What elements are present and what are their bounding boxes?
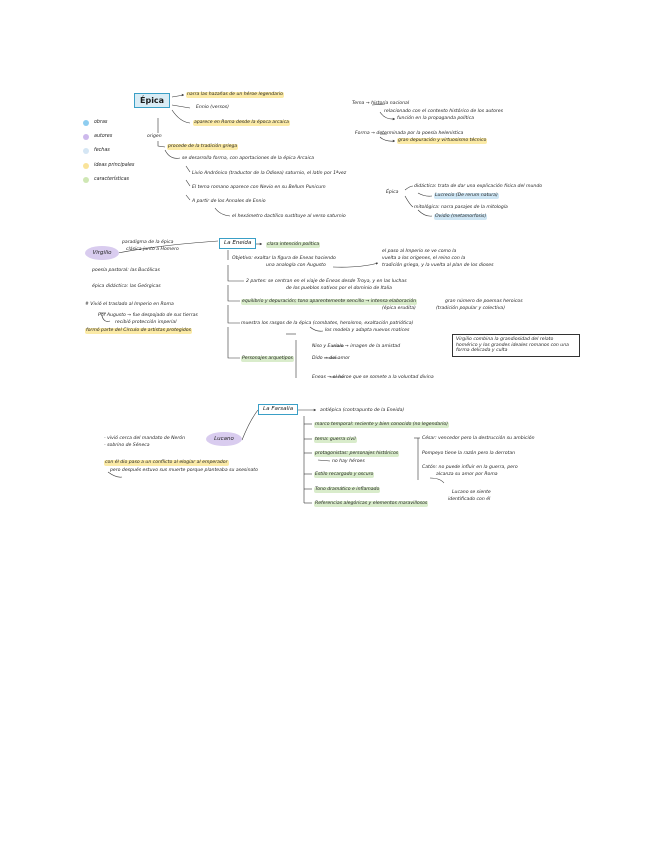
legend-label-caracteristicas: características (94, 177, 130, 182)
virgilio-didactica: épica didáctica: las Geórgicas (92, 284, 161, 289)
virgilio-augusto: Por Augusto → fue despojado de sus tierras (98, 313, 198, 318)
farsalia-tono: Tono dramático e inflamado (315, 487, 380, 492)
epica-note-6: Livio Andrónico (traductor de la Odisea) saturnio, el latín por 1ªvez (192, 171, 347, 176)
virgilio-augusto-2: recibió protección imperial (115, 320, 177, 325)
epica-note-3: aparece en Roma desde la época arcaica (194, 120, 289, 125)
tema-funcion: función en la propaganda política (397, 116, 475, 121)
epica-note-2: Ennio (versos) (196, 105, 229, 110)
legend-dot-fechas (83, 148, 89, 154)
eneida-equilibrio-r: gran número de poemas heroicos (445, 299, 523, 304)
epica-note-1: narra las hazañas de un héroe legendario (187, 92, 283, 97)
eneida-equilibrio-r2: (épica erudita) (382, 306, 416, 311)
eneida-imperio-2: vuelta a los orígenes, el reino con la (382, 256, 466, 261)
legend-label-obras: obras (94, 120, 108, 125)
legend-dot-autores (83, 134, 89, 140)
farsalia-title: La Farsalia (258, 404, 298, 415)
farsalia-estilo: Estilo recargado y oscuro (315, 472, 374, 477)
legend-dot-caracteristicas (83, 177, 89, 183)
eneida-dido: Dido → del amor (312, 356, 350, 361)
farsalia-pompeyo: Pompeyo tiene la razón pero la derrotan (422, 451, 516, 456)
eneida-eneas: Eneas → el héroe que se somete a la voluntad divina (312, 375, 434, 380)
farsalia-conflicto: con él dio paso a un conflicto al elogiar al emperador (105, 460, 228, 465)
author-virgilio: Virgilio (85, 246, 119, 260)
virgilio-pastoral: poesía pastoral: las Bucólicas (92, 268, 160, 273)
legend-dot-obras (83, 120, 89, 126)
eneida-objetivo-2: una analogía con Augusto (266, 263, 326, 268)
tema-label: Tema → historia nacional (352, 101, 410, 106)
epica-origen-label: origen (147, 134, 162, 139)
farsalia-lucano-id-2: identificado con él (448, 497, 491, 502)
epica-mitologica: mitológica: narra pasajes de la mitología (414, 205, 508, 210)
eneida-rasgos-2: los modela y adapta nuevos matices (325, 328, 410, 333)
epica-note-5: se desarrolla forma, con aportaciones de la épica Arcaica (182, 156, 315, 161)
epica-note-7: El tema romano aparece con Nevio en su Bellum Punicum (192, 185, 326, 190)
farsalia-heroes: no hay héroes (332, 459, 365, 464)
eneida-equilibrio-r3: (tradición popular y colectiva) (436, 306, 506, 311)
eneida-rasgos: muestra los rasgos de la épica (combates, heroísmo, exaltación patriótica) (241, 321, 414, 326)
forma-label: Forma → determinada por la poesía helenística (355, 131, 464, 136)
farsalia-sobrino-2: - sobrino de Séneca (104, 443, 150, 448)
virgilio-desc-2: clásica junto a Homero (126, 247, 179, 252)
author-lucano: Lucano (206, 432, 242, 446)
epica-title: Épica (134, 93, 170, 108)
eneida-personajes: Personajes arquetipos (242, 356, 293, 361)
eneida-equilibrio: equilibrio y depuración; tono aparentemente sencillo → intensa elaboración (242, 299, 417, 304)
eneida-niso: Niso y Euríalo → imagen de la amistad (312, 344, 401, 349)
eneida-intencion: clara intención política (267, 242, 320, 247)
eneida-partes-2: de los pueblos nativos por el dominio de Italia (286, 286, 392, 291)
eneida-imperio-3: tradición griega, y la vuelta al plan de los dioses (382, 263, 494, 268)
legend-dot-ideas (83, 163, 89, 169)
farsalia-antiepica: antiépica (contrapunto de la Eneida) (320, 408, 405, 413)
legend-label-autores: autores (94, 134, 113, 139)
epica-lucrecio: Lucrecio (De rerum natura) (435, 193, 498, 198)
eneida-note-text: Virgilio combina la grandiosidad del relato homérico y los grandes ideales romanos con una forma delicada y culta (456, 337, 569, 354)
farsalia-referencias: Referencias alegóricas y elementos maravillosos (315, 501, 428, 506)
legend-label-fechas: fechas (94, 148, 110, 153)
epica-right-label: Épica (386, 190, 399, 195)
epica-note-8: A partir de los Annales de Ennio (192, 199, 266, 204)
farsalia-marco: marco temporal: reciente y bien conocido (no legendario) (315, 422, 448, 427)
tema-detail: relacionado con el contexto histórico de los autores (384, 109, 504, 114)
virgilio-desc-1: paradigma de la épica (122, 240, 174, 245)
forma-detail: gran depuración y virtuosismo técnico (398, 138, 487, 143)
virgilio-mecenas: formó parte del Círculo de artistas protegidos (86, 328, 192, 333)
virgilio-vivio: # Vivió el traslado al Imperio en Roma (85, 302, 174, 307)
epica-note-9: el hexámetro dactílico sustituye al verso saturnio (232, 214, 346, 219)
farsalia-caton-2: alcanza su amor por Roma (436, 472, 498, 477)
farsalia-lucano-id: Lucano se siente (452, 490, 491, 495)
epica-ovidio: Ovidio (metamorfosis) (435, 214, 487, 219)
eneida-title: La Eneida (219, 238, 256, 249)
eneida-objetivo: Objetivo: exaltar la figura de Eneas haciendo (232, 256, 336, 261)
farsalia-caton: Catón: no puede influir en la guerra, pero (422, 465, 518, 470)
farsalia-tema: tema: guerra civil (315, 437, 356, 442)
epica-didactica: didáctica: trata de dar una explicación física del mundo (414, 184, 543, 189)
eneida-partes: 2 partes: se centran en el viaje de Eneas desde Troya, y en las luchas (246, 279, 407, 284)
farsalia-cesar: César: vencedor pero la destrucción su ambición (422, 436, 535, 441)
legend-label-ideas: ideas principales (94, 163, 135, 168)
eneida-imperio: el paso al Imperio se ve como la (382, 249, 457, 254)
farsalia-sobrino: - vivió cerca del mandato de Nerón (104, 436, 185, 441)
epica-note-4: procede de la tradición griega (168, 144, 238, 149)
farsalia-protagonistas: protagonistas: personajes históricos (315, 451, 399, 456)
eneida-note-box (452, 334, 580, 357)
farsalia-conflicto-2: pero después estuvo sus muerte porque planteaba su asesinato (110, 468, 258, 473)
